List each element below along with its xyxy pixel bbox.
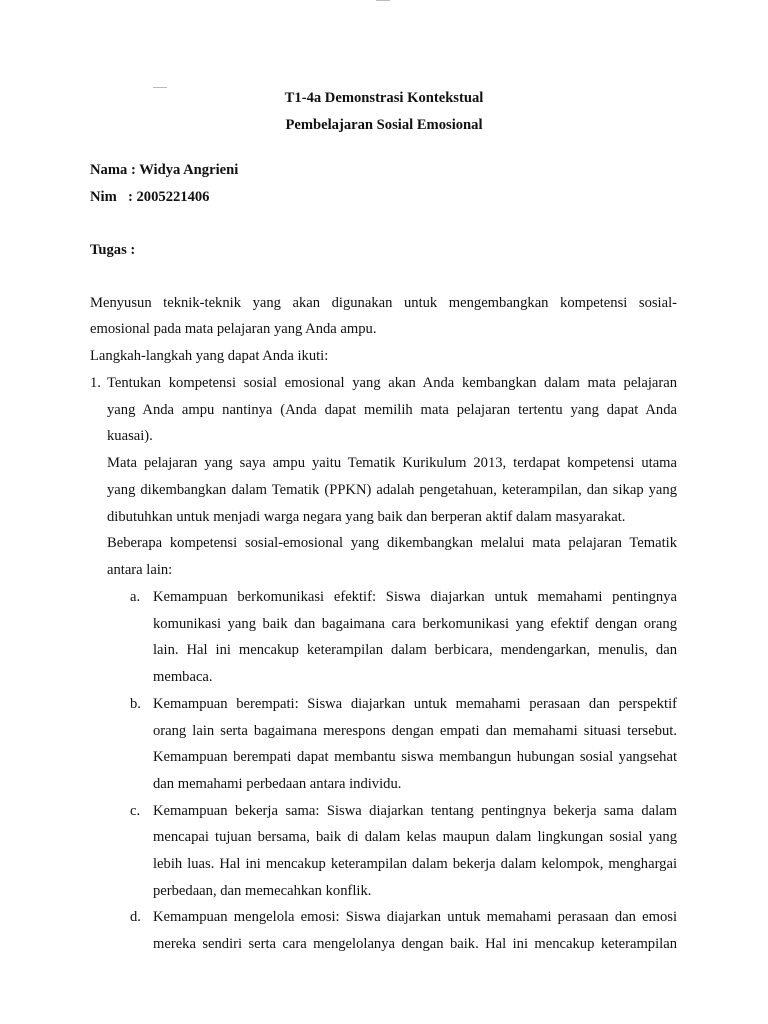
list-item-line: Kemampuan berkomunikasi efektif: Siswa diajarkan untuk memahami pentingnya [153,589,677,605]
list-item-line: orang lain serta bagaimana merespons dengan empati dan memahami situasi tersebut. [153,722,677,739]
nim-label: Nim [90,189,117,205]
intro-line-2: emosional pada mata pelajaran yang Anda ampu. [90,321,377,337]
step-1-line-3: kuasai). [107,428,153,444]
list-item-line: mencapai tujuan bersama, baik di dalam kelas maupun dalam lingkungan sosial yang [153,829,677,846]
competency-intro-line-2: antara lain: [107,562,173,578]
list-item-line: Kemampuan bekerja sama: Siswa diajarkan tentang pentingnya bekerja sama dalam [153,802,677,819]
name-label: Nama [90,162,128,178]
list-item-line: lain. Hal ini mencakup keterampilan dalam berbicara, mendengarkan, menulis, dan [153,642,677,659]
name-value: : Widya Angrieni [130,162,239,178]
list-item-line: membaca. [153,669,213,686]
answer-paragraph-line-1: Mata pelajaran yang saya ampu yaitu Tematik Kurikulum 2013, terdapat kompetensi utama [107,455,677,471]
list-item-line: perbedaan, dan memecahkan konflik. [153,882,372,899]
name-row [90,162,238,179]
nim-row [90,189,209,206]
list-item-line: Kemampuan berempati dapat membantu siswa membangun hubungan sosial yangsehat [153,749,677,766]
list-item-letter: d. [130,909,141,926]
margin-mark [153,87,167,88]
list-item-line: Kemampuan berempati: Siswa diajarkan untuk memahami perasaan dan perspektif [153,695,677,712]
list-item-letter: a. [130,589,141,605]
list-item-letter: b. [130,695,141,712]
list-item-line: lebih luas. Hal ini mencakup keterampilan dalam bekerja dalam kelompok, menghargai [153,856,677,872]
intro-line-1: Menyusun teknik-teknik yang akan digunakan untuk mengembangkan kompetensi sosial- [90,295,677,311]
list-item-line: mereka sendiri serta cara mengelolanya dengan baik. Hal ini mencakup keterampilan [153,936,677,953]
list-item-line: Kemampuan mengelola emosi: Siswa diajarkan untuk memahami perasaan dan emosi [153,909,677,926]
competency-intro-line-1: Beberapa kompetensi sosial-emosional yang dikembangkan melalui mata pelajaran Tematik [107,535,677,551]
document-title: T1-4a Demonstrasi Kontekstual [284,90,484,106]
nim-value: : 2005221406 [128,189,210,205]
top-mark [376,0,390,1]
step-1-line-1: Tentukan kompetensi sosial emosional yang akan Anda kembangkan dalam mata pelajaran [107,375,677,391]
list-item-line: komunikasi yang baik dan bagaimana cara berkomunikasi yang efektif dengan orang [153,615,677,632]
answer-paragraph-line-2: yang dikembangkan dalam Tematik (PPKN) adalah pengetahuan, keterampilan, dan sikap yang [107,482,677,498]
list-item-line: dan memahami perbedaan antara individu. [153,775,402,792]
intro-line-3: Langkah-langkah yang dapat Anda ikuti: [90,348,329,364]
answer-paragraph-line-3: dibutuhkan untuk menjadi warga negara yang baik dan berperan aktif dalam masyarakat. [107,509,626,525]
list-item-letter: c. [130,802,141,819]
step-1-line-2: yang Anda ampu nantinya (Anda dapat memilih mata pelajaran tertentu yang dapat Anda [107,402,677,418]
task-heading: Tugas : [90,242,136,258]
document-subtitle: Pembelajaran Sosial Emosional [285,117,483,133]
step-1-number: 1. [90,375,101,391]
